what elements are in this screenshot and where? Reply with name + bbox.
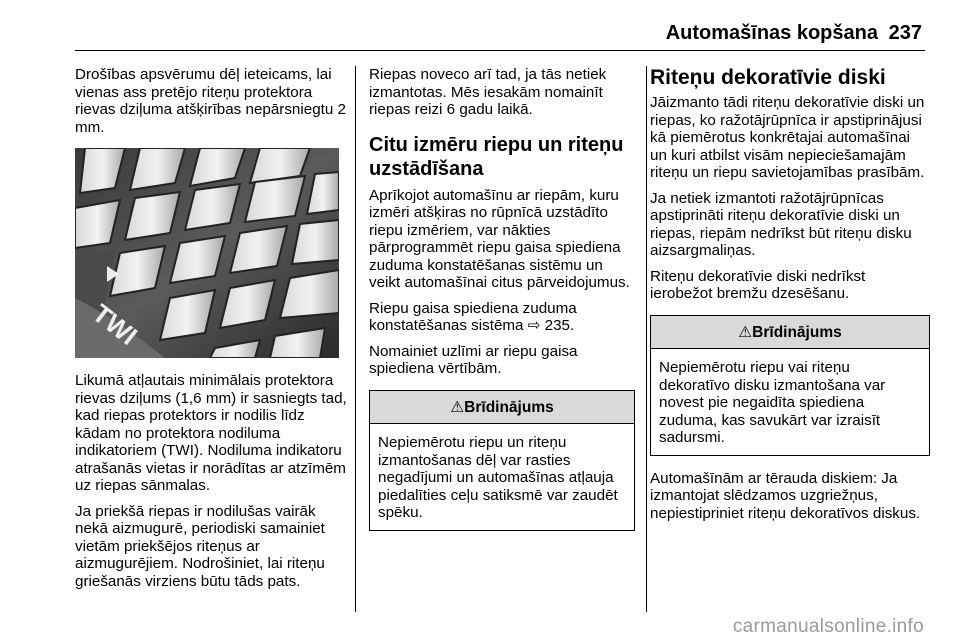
paragraph-rim-protectors: Ja netiek izmantoti ražotājrūpnīcas apstiprināti riteņu dekoratīvie diski un riepas, riepām nedrīkst būt riteņu disku aizsargmaliņas. — [650, 189, 912, 259]
warning-body — [651, 349, 929, 455]
section-heading-wheel-covers: Riteņu dekoratīvie diski — [650, 66, 886, 89]
tire-tread-photo — [75, 148, 339, 358]
warning-icon: ⚠ — [738, 323, 753, 341]
paragraph-approved-covers: Jāizmanto tādi riteņu dekoratīvie diski un riepas, ko ražotājrūpnīca ir apstiprinājusi kā piemērotus konkrētajai automašīnai un kuri atbilst visām nepieciešamajām riteņu un riepu savietojamības prasībām. — [650, 94, 925, 181]
paragraph-different-sizes: Aprīkojot automašīnu ar riepām, kuru izmēri atšķiras no rūpnīcā uzstādīto riepu izmēriem, var nākties pārprogrammēt riepu gaisa spiediena zuduma konstatēšanas sistēmu un veikt automašīnai citus pārveidojumus. — [369, 186, 630, 291]
header-rule — [75, 50, 925, 51]
warning-header — [651, 316, 929, 350]
page-number: 237 — [888, 22, 922, 44]
warning-icon: ⚠ — [450, 398, 465, 416]
paragraph-replace-label: Nomainiet uzlīmi ar riepu gaisa spiediena vērtībām. — [369, 342, 578, 377]
watermark: carmanualsonline.info — [732, 616, 924, 637]
warning-text: Nepiemērotu riepu vai riteņu dekoratīvo disku izmantošana var novest pie negaidīta spiediena zuduma, kas savukārt var izraisīt sadursmi. — [659, 359, 886, 446]
column-left — [75, 66, 350, 598]
paragraph-tread-difference: Drošības apsvērumu dēļ ieteicams, lai vienas ass pretējo riteņu protektora rievas dziļuma atšķirības nepārsniegtu 2 mm. — [75, 66, 346, 136]
column-divider-left — [355, 66, 356, 612]
twi-marking-label: TWI — [86, 298, 143, 351]
paragraph-wheel-rotation: Ja priekšā riepas ir nodilušas vairāk nekā aizmugurē, periodiski samainiet vietām priekšējos riteņus ar aizmugurējiem. Nodrošiniet, lai riteņu griešanās virziens būtu tāds pats. — [75, 502, 325, 590]
paragraph-pressure-system-ref: Riepu gaisa spiediena zuduma konstatēšanas sistēma ⇨ 235. — [369, 299, 577, 334]
column-divider-right — [646, 66, 647, 612]
column-middle — [369, 66, 635, 545]
warning-box-tires — [369, 390, 635, 531]
warning-text: Nepiemērotu riepu un riteņu izmantošanas dēļ var rasties negadījumi un automašīnas atļauja piedalīties ceļu satiksmē var zaudēt spēku. — [378, 434, 618, 521]
warning-title: Brīdinājums — [752, 323, 842, 341]
section-heading-other-sizes: Citu izmēru riepu un riteņu uzstādīšana — [369, 133, 624, 180]
warning-box-covers — [650, 315, 930, 456]
warning-title: Brīdinājums — [464, 398, 554, 416]
paragraph-brake-cooling: Riteņu dekoratīvie diski nedrīkst ierobežot bremžu dzesēšanu. — [650, 267, 866, 302]
page-header-title: Automašīnas kopšana — [665, 22, 878, 44]
warning-body — [370, 424, 634, 530]
paragraph-steel-wheels: Automašīnām ar tērauda diskiem: Ja izmantojat slēdzamos uzgriežņus, nepiestipriniet riteņu dekoratīvos diskus. — [650, 469, 921, 522]
warning-header — [370, 391, 634, 425]
column-right — [650, 66, 930, 530]
paragraph-tire-aging: Riepas noveco arī tad, ja tās netiek izmantotas. Mēs iesakām nomainīt riepas reizi 6 gadu laikā. — [369, 66, 607, 118]
paragraph-minimum-tread-depth: Likumā atļautais minimālais protektora rievas dziļums (1,6 mm) ir sasniegts tad, kad riepas protektors ir nodilis līdz kādam no protektora nodiluma indikatoriem (TWI). Nodiluma indikatoru atrašanās vietas ir norādītas ar atzīmēm uz riepas sānmalas. — [75, 372, 347, 494]
